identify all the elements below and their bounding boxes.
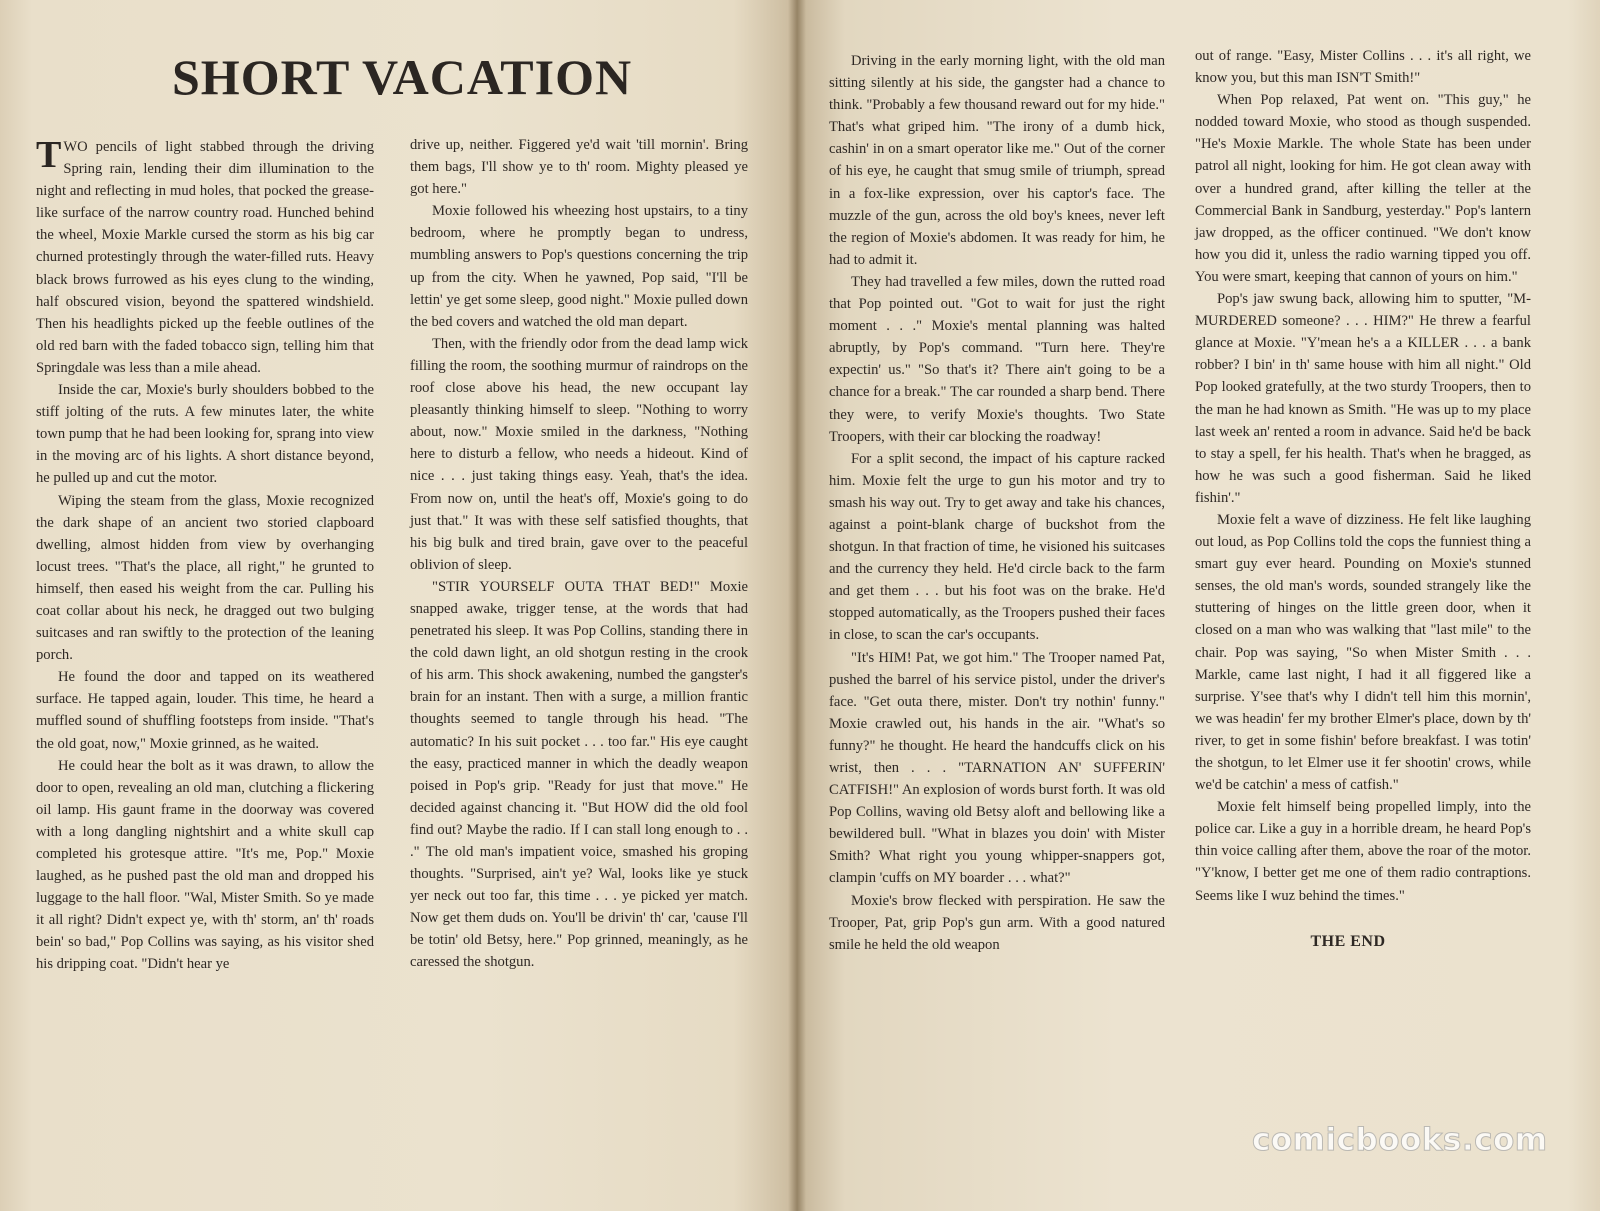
text-column-3 (829, 50, 1165, 956)
the-end-label: THE END (1310, 932, 1386, 950)
paragraph: He could hear the bolt as it was drawn, to allow the door to open, revealing an old man, clutching a flickering oil lamp. His gaunt frame in the doorway was covered with a long dangling nightshirt and a white skull cap completed his grotesque attire. "It's me, Pop." Moxie laughed, as he pushed past the old man and dropped his luggage to the hall floor. "Wal, Mister Smith. So ye made it all right? Didn't expect ye, with th' storm, an' th' roads bein' so bad," Pop Collins was saying, as his visitor shed his dripping coat. "Didn't hear ye (36, 757, 374, 973)
paragraph: Wiping the steam from the glass, Moxie recognized the dark shape of an ancient two storied clapboard dwelling, almost hidden from view by overhanging locust trees. "That's the place, all right," he grunted to himself, then eased his weight from the car. Pulling his coat collar about his neck, he dragged out two bulging suitcases and ran swiftly to the protection of the leaning porch. (36, 492, 374, 664)
text-column-4 (1195, 45, 1531, 953)
drop-cap: T (36, 134, 62, 176)
story-title: SHORT VACATION (172, 49, 633, 105)
paragraph: out of range. "Easy, Mister Collins . . . it's all right, we know you, but this man ISN'T Smith!" (1195, 48, 1531, 87)
paragraph: For a split second, the impact of his capture racked him. Moxie felt the urge to gun his motor and try to smash his way out. Try to get away and take his chances, against a point-blank charge of buckshot from the shotgun. In that fraction of time, he visioned his suitcases and the currency they held. He'd circle back to the farm and get them . . . but his foot was on the brake. He'd stopped automatically, as the Troopers pushed their faces in close, to scan the car's occupants. (829, 450, 1165, 644)
watermark-logo: comicbooks.com (1252, 1122, 1548, 1158)
paragraph: Moxie felt himself being propelled limply, into the police car. Like a guy in a horrible dream, he heard Pop's thin voice calling after them, above the roar of the motor. "Y'know, I better get me one of them radio contraptions. Seems like I wuz behind the times." (1195, 799, 1531, 904)
paragraph: Pop's jaw swung back, allowing him to sputter, "M-MURDERED someone? . . . HIM?" He threw a fearful glance at Moxie. "Y'mean he's a a KILLER . . . a bank robber? I bin' in th' same house with him all night." Old Pop looked gratefully, at the two sturdy Troopers, then to the man he had known as Smith. "He was up to my place last week an' rented a room in advance. Said he'd be back to stay a spell, fer his health. That's when he bragged, as how he was such a good fisherman. Said he liked fishin'." (1195, 291, 1531, 506)
paragraph: TWO pencils of light stabbed through the driving Spring rain, lending their dim illumination to the night and reflecting in mud holes, that pocked the grease-like surface of the narrow country road. Hunched behind the wheel, Moxie Markle cursed the storm as his big car churned protestingly through the water-filled ruts. Heavy black brows furrowed as his eyes clung to the winding, half obscured vision, beyond the spattered windshield. Then his headlights picked up the feeble outlines of the old red barn with the faded tobacco sign, telling him that Springdale was less than a mile ahead. (36, 134, 374, 376)
book-gutter (788, 0, 806, 1211)
left-page (0, 0, 797, 1211)
text-column-1 (36, 136, 374, 976)
paragraph: "It's HIM! Pat, we got him." The Trooper named Pat, pushed the barrel of his service pistol, under the driver's face. "Get outa there, mister. Don't try nothin' funny." Moxie crawled out, his hands in the air. "What's so funny?" he thought. He heard the handcuffs click on his wrist, then . . . "TARNATION AN' SUFFERIN' CATFISH!" An explosion of words burst forth. It was old Pop Collins, waving old Betsy aloft and bellowing like a bewildered bull. "What in blazes you doin' with Mister Smith? What right you young whipper-snappers got, clampin 'cuffs on MY boarder . . . what?" (829, 649, 1165, 887)
right-page (797, 0, 1600, 1211)
paragraph: He found the door and tapped on its weathered surface. He tapped again, louder. This time, he heard a muffled sound of shuffling footsteps from inside. "That's the old goat, now," Moxie grinned, as he waited. (36, 669, 374, 752)
paragraph: Driving in the early morning light, with the old man sitting silently at his side, the gangster had a chance to think. "Probably a few thousand reward out for my hide." That's what griped him. "The irony of a dumb hick, cashin' in on a smart operator like me." Out of the corner of his eye, he caught that smug smile of triumph, spread in a fox-like expression, over his captor's face. The muzzle of the gun, across the old boy's knees, never left the region of Moxie's abdomen. It was ready for him, he had to admit it. (829, 53, 1165, 268)
paragraph: "STIR YOURSELF OUTA THAT BED!" Moxie snapped awake, trigger tense, at the words that had penetrated his sleep. It was Pop Collins, standing there in the cold dawn light, an old shotgun resting in the crook of his arm. This shock awakening, numbed the gangster's brain for an instant. Then with a surge, a million frantic thoughts seemed to tangle through his head. "The automatic? In his suit pocket . . . too far." His eye caught the easy, practiced manner in which the deadly weapon poised in Pop's grip. "Ready for just that move." He decided against chancing it. "But HOW did the old fool find out? Maybe the radio. If I can stall long enough to . . ." The old man's impatient voice, smashed his groping thoughts. "Surprised, ain't ye? Wal, looks like ye stuck yer neck out too far, this time . . . ye picked yer match. Now get them duds on. You'll be drivin' th' car, 'cause I'll be totin' old Betsy, here." Pop grinned, meaningly, as he caressed the shotgun. (410, 578, 748, 971)
paragraph: drive up, neither. Figgered ye'd wait 'till mornin'. Bring them bags, I'll show ye to th' room. Mighty pleased ye got here." (410, 137, 748, 198)
paragraph: Inside the car, Moxie's burly shoulders bobbed to the stiff jolting of the ruts. A few minutes later, the white town pump that he had been looking for, sprang into view in the moving arc of his lights. A short distance beyond, he pulled up and cut the motor. (36, 382, 374, 487)
paragraph: Then, with the friendly odor from the dead lamp wick filling the room, the soothing murmur of raindrops on the roof close above his head, the new occupant lay pleasantly thinking himself to sleep. "Nothing to worry about, now." Moxie smiled in the darkness, "Nothing here to disturb a fellow, who needs a hideout. Kind of nice . . . just taking things easy. Yeah, that's the idea. From now on, until the heat's off, Moxie's going to do just that." It was with these self satisfied thoughts, that his big bulk and tired brain, gave over to the peaceful oblivion of sleep. (410, 335, 748, 573)
paragraph: They had travelled a few miles, down the rutted road that Pop pointed out. "Got to wait for just the right moment . . ." Moxie's mental planning was halted abruptly, by Pop's command. "Turn here. They're expectin' us." "So that's it? There ain't going to be a chance for a break." The car rounded a sharp bend. There they were, to verify Moxie's thoughts. Two State Troopers, with their car blocking the roadway! (829, 273, 1165, 445)
text-column-2 (410, 134, 748, 974)
paragraph: Moxie felt a wave of dizziness. He felt like laughing out loud, as Pop Collins told the cops the funniest thing a smart guy ever heard. Pounding on Moxie's stunned senses, the old man's words, sounded strangely like the stuttering of hinges on the little green door, when it closed on a man who was walking that "last mile" to the chair. Pop was saying, "So when Mister Smith . . . Markle, came last night, I had it all figgered like a surprise. Y'see that's why I didn't tell him this mornin', we was headin' fer my brother Elmer's place, down by th' river, to get in some fishin' before breakfast. I was totin' the shotgun, to let Elmer use it fer shootin' crows, while we'd be catchin' a mess of catfish." (1195, 511, 1531, 794)
paragraph: When Pop relaxed, Pat went on. "This guy," he nodded toward Moxie, who stood as though suspended. "He's Moxie Markle. The whole State has been under patrol all night, looking for him. He got clean away with over a hundred grand, after killing the teller at the Commercial Bank in Sandburg, yesterday." Pop's lantern jaw dropped, as the officer continued. "We don't know how you did it, unless the radio warning tipped you off. You were smart, keeping that cannon of yours on him." (1195, 92, 1531, 285)
paragraph: Moxie followed his wheezing host upstairs, to a tiny bedroom, where he promptly began to undress, mumbling answers to Pop's questions concerning the trip up from the city. When he yawned, Pop said, "I'll be lettin' ye get some sleep, good night." Moxie pulled down the bed covers and watched the old man depart. (410, 203, 748, 330)
paragraph: Moxie's brow flecked with perspiration. He saw the Trooper, Pat, grip Pop's gun arm. With a good natured smile he held the old weapon (829, 892, 1165, 953)
